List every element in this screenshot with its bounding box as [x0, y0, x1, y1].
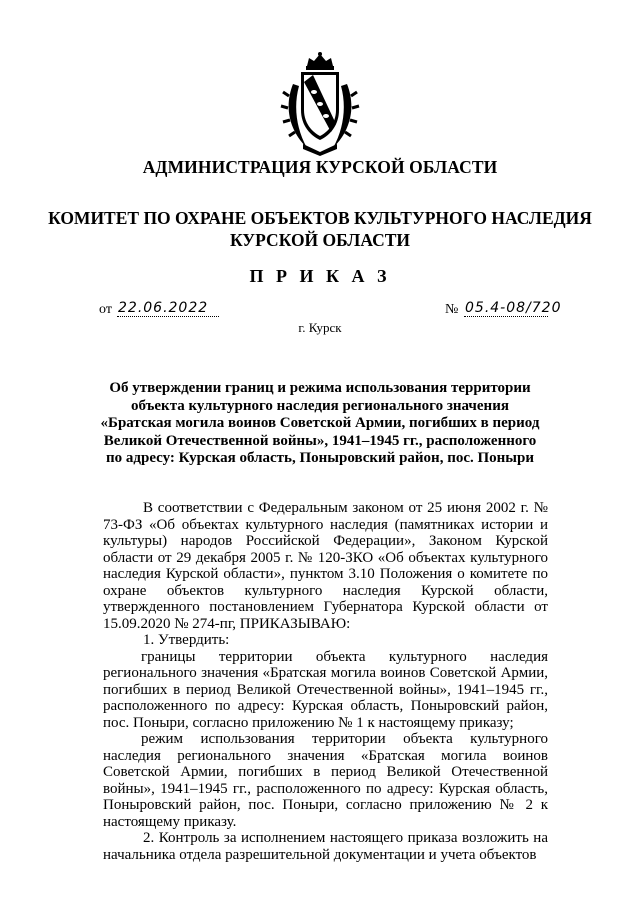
- date-underline: [117, 316, 219, 318]
- committee-heading-line: КУРСКОЙ ОБЛАСТИ: [229, 230, 411, 250]
- title-line: «Братская могила воинов Советской Армии, погибших в период: [100, 415, 540, 432]
- order-number: 05.4-08/720: [465, 300, 562, 316]
- order-date: 22.06.2022: [118, 300, 209, 316]
- body-paragraph: режим использования территории объекта культурного наследия регионального значения «Братская могила воинов Советской Армии, погибших в период Великой Отечественной войны», 1941–1945 гг., расположенного по адресу: Курская область, Поныровский район, пос. Поныри, согласно приложению № 2 к настоящему приказу.: [103, 731, 548, 830]
- document-type: П Р И К А З: [249, 266, 391, 286]
- body-paragraph: 2. Контроль за исполнением настоящего приказа возложить на начальника отдела разрешительной документации и учета объектов: [103, 830, 548, 863]
- body-paragraph: 1. Утвердить:: [143, 632, 230, 648]
- title-line: Об утверждении границ и режима использования территории: [109, 380, 531, 396]
- committee-heading: [0, 207, 640, 251]
- title-line: Великой Отечественной войны», 1941–1945 гг., расположенного: [103, 432, 537, 449]
- administration-heading: АДМИНИСТРАЦИЯ КУРСКОЙ ОБЛАСТИ: [142, 157, 498, 177]
- title-line: по адресу: Курская область, Поныровский район, пос. Поныри: [106, 450, 534, 467]
- city: г. Курск: [298, 320, 342, 335]
- number-prefix: №: [445, 302, 459, 317]
- kursk-coat-of-arms-icon: [279, 52, 361, 156]
- body-paragraph: В соответствии с Федеральным законом от 25 июня 2002 г. № 73-ФЗ «Об объектах культурного наследия (памятниках истории и культуры) народов Российской Федерации», Законом Курской области от 29 декабря 2005 г. № 120-ЗКО «Об объектах культурного наследия Курской области», пунктом 3.10 Положения о комитете по охране объектов культурного наследия Курской области, утвержденного постановлением Губернатора Курской области от 15.09.2020 № 274-пг, ПРИКАЗЫВАЮ:: [103, 500, 548, 632]
- committee-heading-line: КОМИТЕТ ПО ОХРАНЕ ОБЪЕКТОВ КУЛЬТУРНОГО НАСЛЕДИЯ: [48, 208, 592, 228]
- date-prefix: от: [99, 302, 112, 317]
- order-title: [100, 380, 540, 468]
- title-line: объекта культурного наследия регионального значения: [131, 397, 509, 414]
- number-underline: [464, 316, 548, 318]
- order-body: [103, 500, 548, 863]
- body-paragraph: границы территории объекта культурного наследия регионального значения «Братская могила воинов Советской Армии, погибших в период Великой Отечественной войны», 1941–1945 гг., расположенного по адресу: Курская область, Поныровский район, пос. Поныри, согласно приложению № 1 к настоящему приказу;: [103, 648, 548, 731]
